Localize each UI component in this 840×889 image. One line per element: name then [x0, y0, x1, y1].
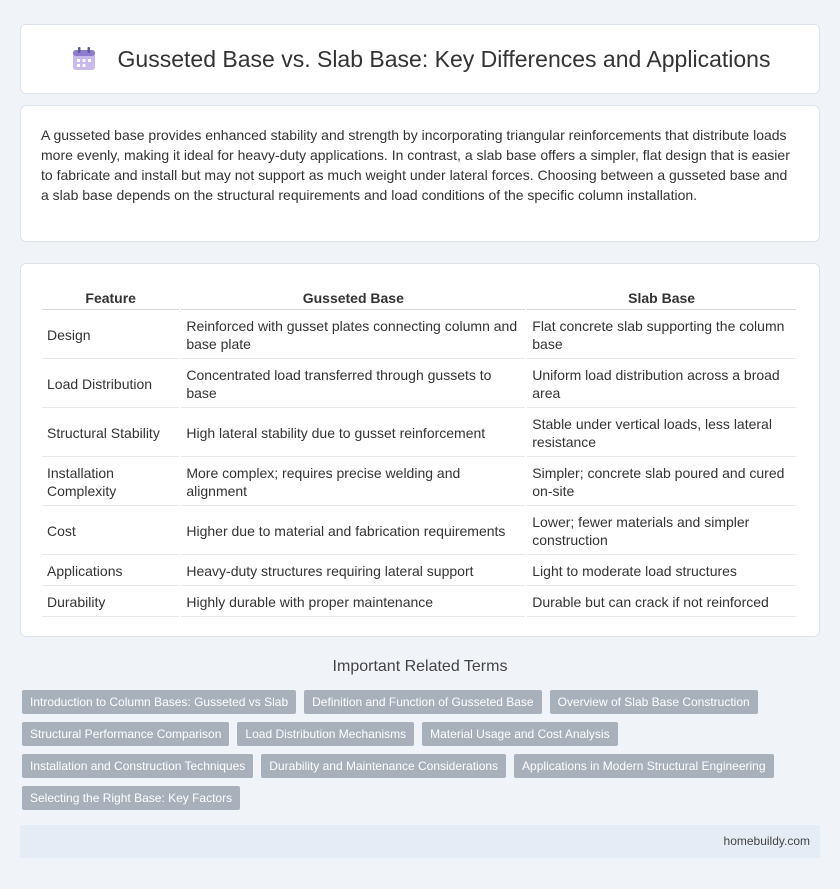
table-row	[42, 361, 796, 408]
table-cell: Uniform load distribution across a broad area	[527, 361, 796, 408]
table-cell: Flat concrete slab supporting the column base	[527, 312, 796, 359]
related-term-tag[interactable]: Applications in Modern Structural Engineering	[514, 754, 773, 778]
comparison-card	[20, 263, 820, 637]
related-term-tag[interactable]: Installation and Construction Techniques	[22, 754, 253, 778]
table-cell: Cost	[42, 508, 179, 555]
table-cell: Highly durable with proper maintenance	[181, 588, 525, 617]
table-row	[42, 557, 796, 586]
table-cell: Design	[42, 312, 179, 359]
related-term-tag[interactable]: Durability and Maintenance Considerations	[261, 754, 506, 778]
footer-site-link[interactable]: homebuildy.com	[723, 834, 810, 848]
related-term-tag[interactable]: Load Distribution Mechanisms	[237, 722, 414, 746]
table-cell: Structural Stability	[42, 410, 179, 457]
table-cell: Lower; fewer materials and simpler construction	[527, 508, 796, 555]
comparison-table	[40, 284, 798, 619]
related-term-tag[interactable]: Introduction to Column Bases: Gusseted vs Slab	[22, 690, 296, 714]
related-term-tag[interactable]: Definition and Function of Gusseted Base	[304, 690, 541, 714]
table-row	[42, 588, 796, 617]
table-cell: Durability	[42, 588, 179, 617]
table-row	[42, 508, 796, 555]
table-header-row	[42, 286, 796, 310]
related-terms-title: Important Related Terms	[332, 658, 508, 675]
header-gusseted-base: Gusseted Base	[181, 286, 525, 310]
table-cell: Heavy-duty structures requiring lateral support	[181, 557, 525, 586]
related-term-tag[interactable]: Structural Performance Comparison	[22, 722, 229, 746]
table-cell: Simpler; concrete slab poured and cured on-site	[527, 459, 796, 506]
table-cell: More complex; requires precise welding and alignment	[181, 459, 525, 506]
table-cell: Concentrated load transferred through gussets to base	[181, 361, 525, 408]
related-term-tag[interactable]: Material Usage and Cost Analysis	[422, 722, 617, 746]
table-row	[42, 410, 796, 457]
table-cell: High lateral stability due to gusset reinforcement	[181, 410, 525, 457]
table-cell: Installation Complexity	[42, 459, 179, 506]
table-cell: Reinforced with gusset plates connecting column and base plate	[181, 312, 525, 359]
table-row	[42, 459, 796, 506]
page-header	[20, 24, 820, 94]
related-terms-list	[22, 690, 802, 818]
header-feature: Feature	[42, 286, 179, 310]
table-cell: Durable but can crack if not reinforced	[527, 588, 796, 617]
calendar-icon	[70, 45, 98, 73]
intro-card	[20, 105, 820, 242]
table-cell: Load Distribution	[42, 361, 179, 408]
table-row	[42, 312, 796, 359]
table-cell: Higher due to material and fabrication requirements	[181, 508, 525, 555]
page-title: Gusseted Base vs. Slab Base: Key Differences and Applications	[117, 45, 771, 72]
table-cell: Stable under vertical loads, less lateral resistance	[527, 410, 796, 457]
related-term-tag[interactable]: Selecting the Right Base: Key Factors	[22, 786, 240, 810]
table-cell: Light to moderate load structures	[527, 557, 796, 586]
table-cell: Applications	[42, 557, 179, 586]
header-slab-base: Slab Base	[527, 286, 796, 310]
related-term-tag[interactable]: Overview of Slab Base Construction	[550, 690, 758, 714]
footer	[20, 825, 820, 858]
intro-paragraph: A gusseted base provides enhanced stability and strength by incorporating triangular reinforcements that distribute loads more evenly, making it ideal for heavy-duty applications. In contrast, a slab base offers a simpler, flat design that is easier to fabricate and install but may not support as much weight under lateral forces. Choosing between a gusseted base and a slab base depends on the structural requirements and load conditions of the specific column installation.	[41, 127, 790, 203]
